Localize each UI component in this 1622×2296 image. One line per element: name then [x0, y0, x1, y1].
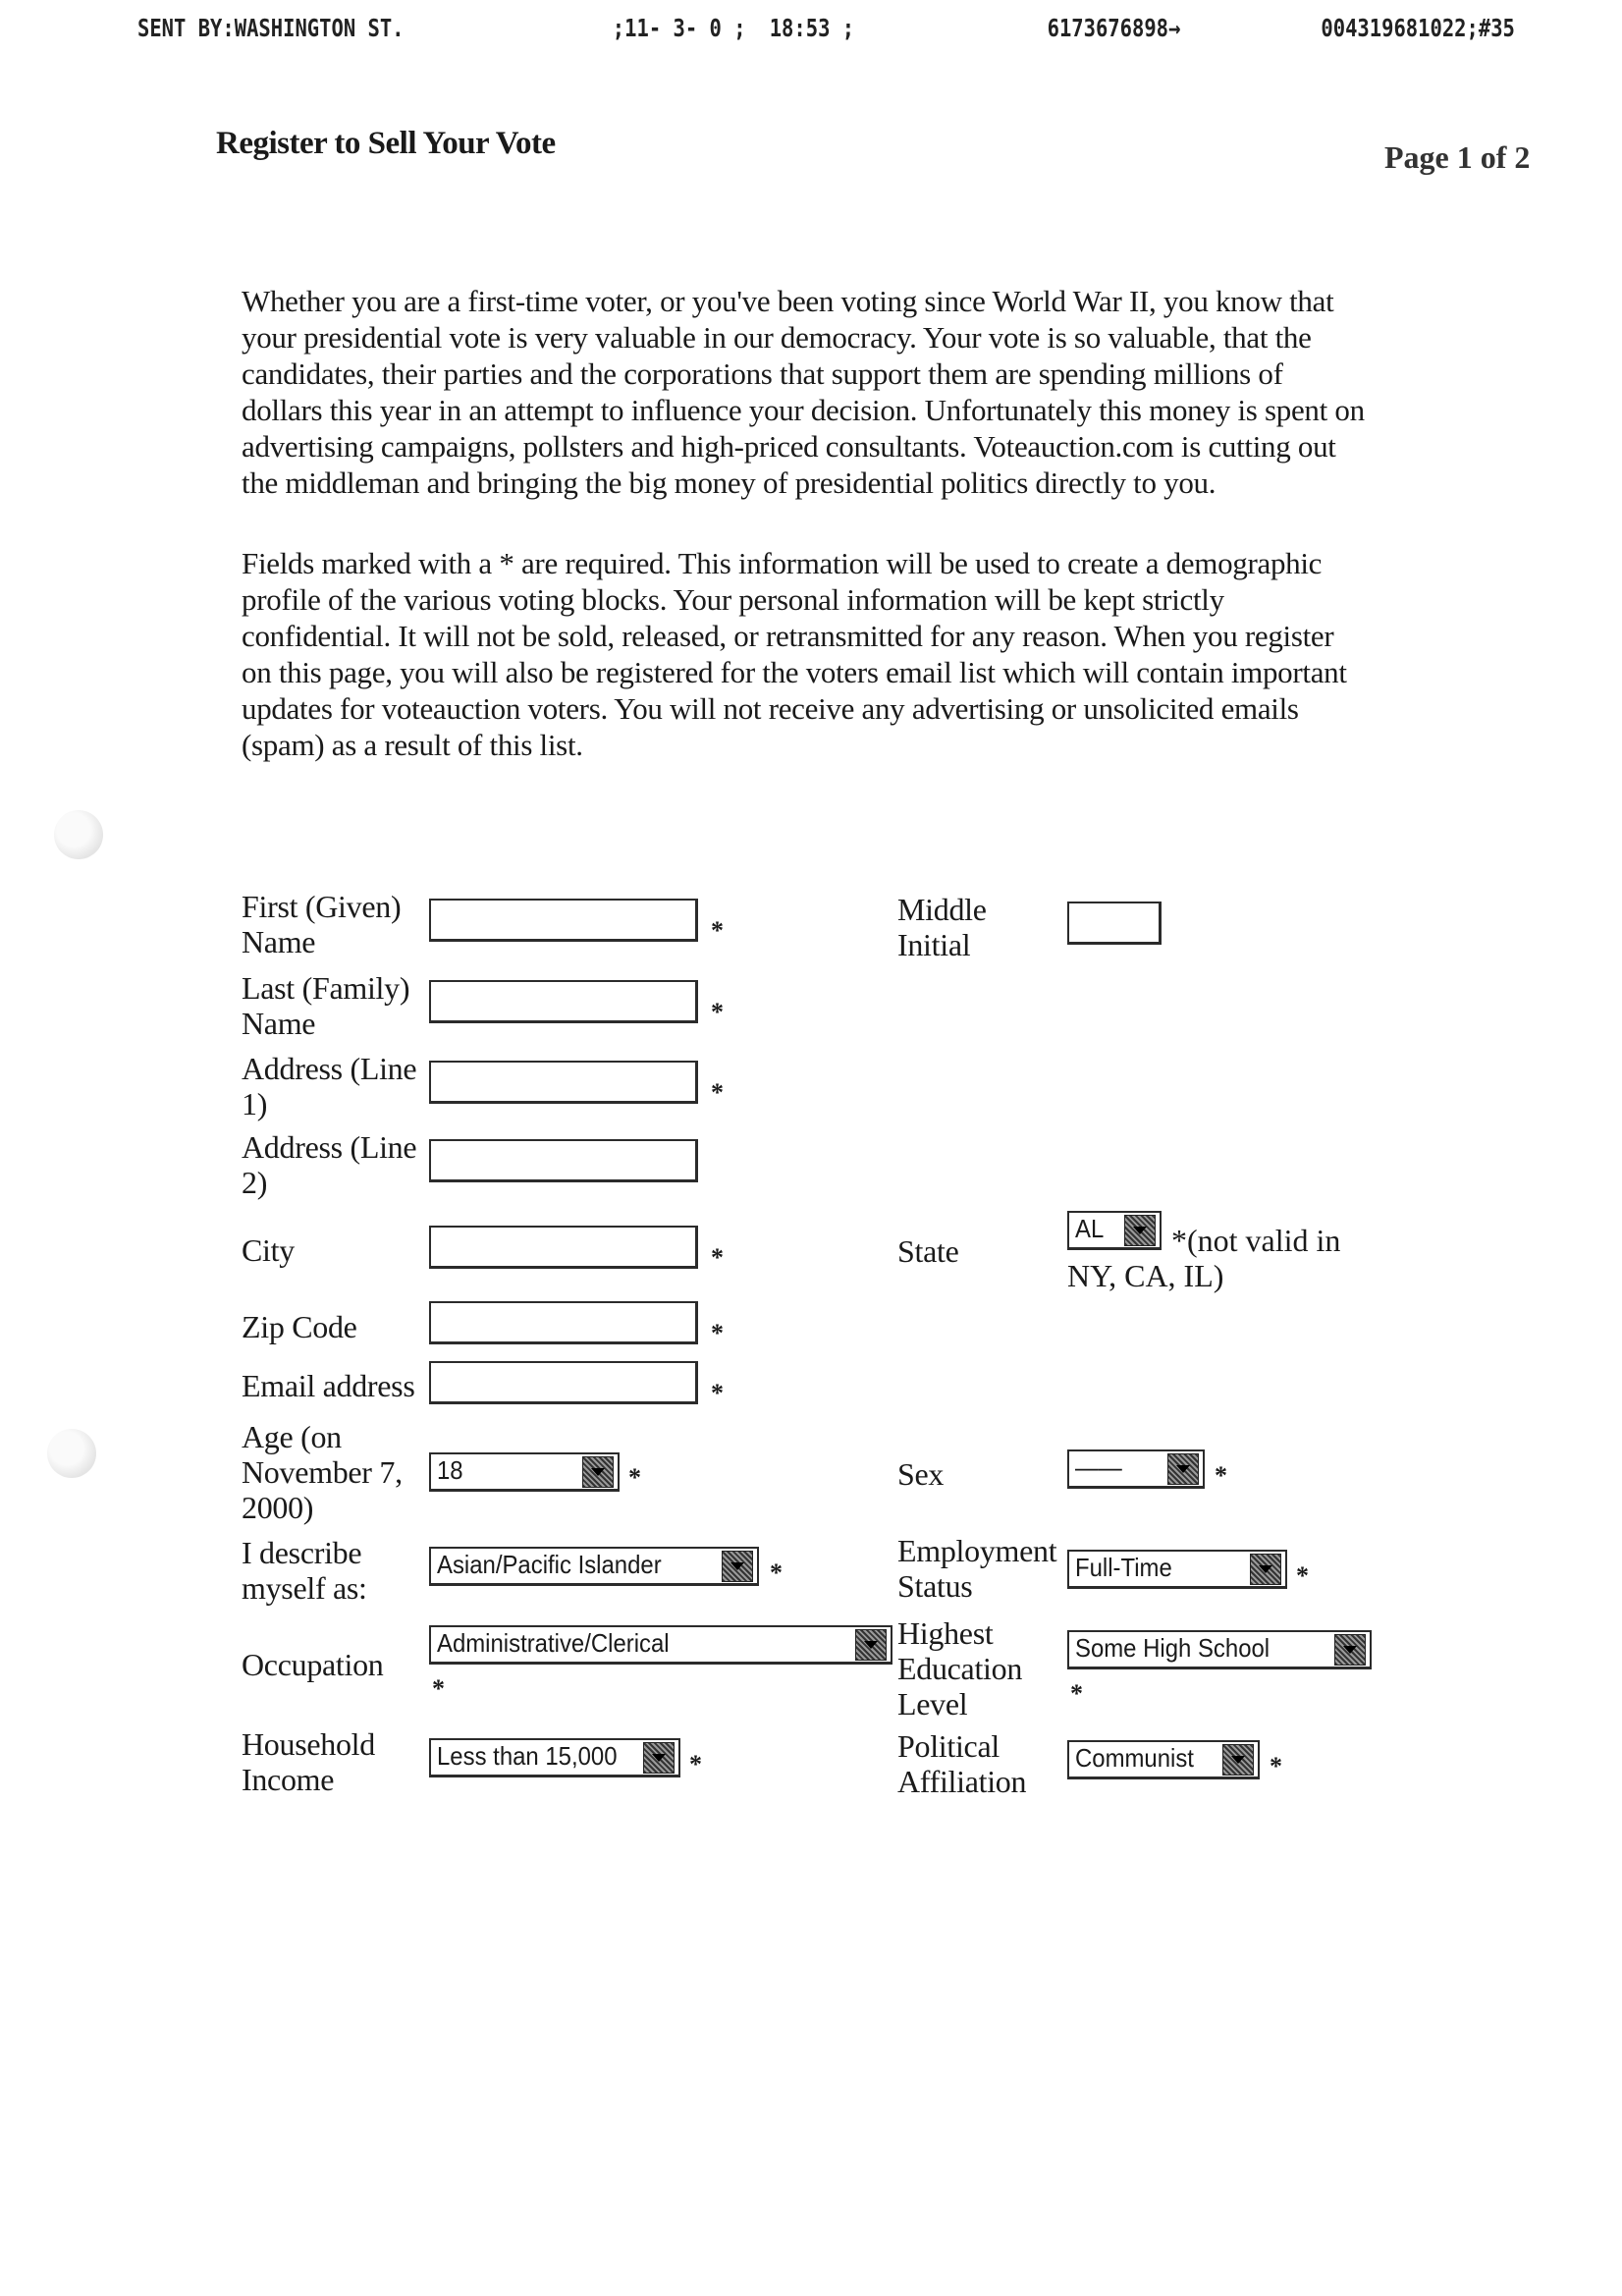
dropdown-arrow-icon — [643, 1742, 675, 1774]
first-name-label: First (Given) Name — [242, 889, 402, 959]
fax-phone: 6173676898→ — [1047, 14, 1181, 42]
age-value: 18 — [437, 1455, 463, 1485]
required-marker: * — [689, 1750, 702, 1778]
page-number: Page 1 of 2 — [1384, 139, 1531, 175]
dropdown-arrow-icon — [1167, 1453, 1199, 1485]
city-label: City — [242, 1232, 295, 1268]
sex-value: —— — [1075, 1452, 1122, 1482]
dropdown-arrow-icon — [582, 1456, 614, 1488]
required-marker: * — [711, 1379, 724, 1407]
political-label: Political Affiliation — [897, 1728, 1027, 1799]
punch-hole — [54, 810, 103, 859]
describe-label: I describe myself as: — [242, 1535, 367, 1606]
sex-select[interactable] — [1067, 1449, 1205, 1489]
state-value: AL — [1075, 1214, 1105, 1243]
fax-destination: 004319681022;#35 — [1321, 14, 1515, 42]
required-marker: * — [711, 916, 724, 945]
employment-value: Full-Time — [1075, 1553, 1172, 1582]
education-value: Some High School — [1075, 1633, 1271, 1663]
zip-label: Zip Code — [242, 1309, 357, 1344]
dropdown-arrow-icon — [1334, 1634, 1366, 1666]
occupation-value: Administrative/Clerical — [437, 1628, 670, 1658]
required-marker: * — [628, 1463, 641, 1492]
political-select[interactable] — [1067, 1740, 1260, 1779]
dropdown-arrow-icon — [1222, 1744, 1254, 1776]
occupation-label: Occupation — [242, 1647, 384, 1682]
required-marker: * — [711, 1078, 724, 1107]
required-marker: * — [711, 1243, 724, 1272]
required-marker: * — [1215, 1461, 1227, 1490]
income-value: Less than 15,000 — [437, 1741, 618, 1771]
state-label: State — [897, 1233, 959, 1269]
required-marker: * — [770, 1558, 783, 1587]
punch-hole — [47, 1429, 96, 1478]
fax-sender: SENT BY:WASHINGTON ST. — [137, 14, 405, 42]
income-label: Household Income — [242, 1726, 375, 1797]
employment-select[interactable] — [1067, 1550, 1287, 1589]
describe-value: Asian/Pacific Islander — [437, 1550, 662, 1579]
required-marker: * — [1270, 1752, 1282, 1780]
required-marker: * — [711, 1319, 724, 1347]
occupation-select[interactable] — [429, 1625, 892, 1665]
intro-paragraph-1: Whether you are a first-time voter, or you've been voting since World War II, you know that your presidential vote is very valuable in our democracy. Your vote is so valuable, that the candidates, their parties and the corporations that support them are spending millions of dollars this year in an attempt to influence your decision. Unfortunately this money is spent on advertising campaigns, pollsters and high-priced consultants. Voteauction.com is cutting out the middleman and bringing the big money of presidential politics directly to you. — [242, 284, 1365, 500]
email-field[interactable] — [429, 1361, 698, 1404]
first-name-field[interactable] — [429, 899, 698, 942]
age-label: Age (on November 7, 2000) — [242, 1419, 403, 1525]
required-marker: * — [432, 1674, 445, 1703]
required-marker: * — [1070, 1679, 1083, 1708]
describe-select[interactable] — [429, 1547, 759, 1586]
middle-initial-field[interactable] — [1067, 902, 1162, 945]
address1-field[interactable] — [429, 1061, 698, 1104]
address1-label: Address (Line 1) — [242, 1051, 417, 1121]
sex-label: Sex — [897, 1456, 945, 1492]
address2-label: Address (Line 2) — [242, 1129, 417, 1200]
zip-field[interactable] — [429, 1301, 698, 1344]
required-marker: * — [1296, 1561, 1309, 1590]
dropdown-arrow-icon — [1250, 1554, 1281, 1585]
age-select[interactable] — [429, 1452, 620, 1492]
page-title: Register to Sell Your Vote — [216, 126, 556, 161]
intro-paragraph-2: Fields marked with a * are required. This information will be used to create a demographic profile of the various voting blocks. Your personal information will be kept strictly confidential. It will not be sold, released, or retransmitted for any reason. When you register on this page, you will also be registered for the voters email list which will contain important updates for voteauction voters. You will not receive any advertising or unsolicited emails (spam) as a result of this list. — [242, 546, 1347, 762]
email-label: Email address — [242, 1368, 415, 1403]
dropdown-arrow-icon — [855, 1629, 887, 1661]
last-name-field[interactable] — [429, 980, 698, 1023]
political-value: Communist — [1075, 1743, 1194, 1773]
last-name-label: Last (Family) Name — [242, 970, 410, 1041]
income-select[interactable] — [429, 1738, 680, 1777]
education-label: Highest Education Level — [897, 1615, 1023, 1722]
address2-field[interactable] — [429, 1139, 698, 1182]
fax-date: ;11- 3- 0 ; — [612, 14, 746, 42]
fax-header — [137, 14, 1515, 53]
state-note: *(not valid in NY, CA, IL) — [1067, 1223, 1341, 1293]
employment-label: Employment Status — [897, 1533, 1057, 1604]
fax-time: 18:53 ; — [769, 14, 855, 42]
education-select[interactable] — [1067, 1630, 1372, 1669]
middle-initial-label: Middle Initial — [897, 892, 987, 962]
required-marker: * — [711, 998, 724, 1026]
dropdown-arrow-icon — [722, 1551, 753, 1582]
city-field[interactable] — [429, 1226, 698, 1269]
